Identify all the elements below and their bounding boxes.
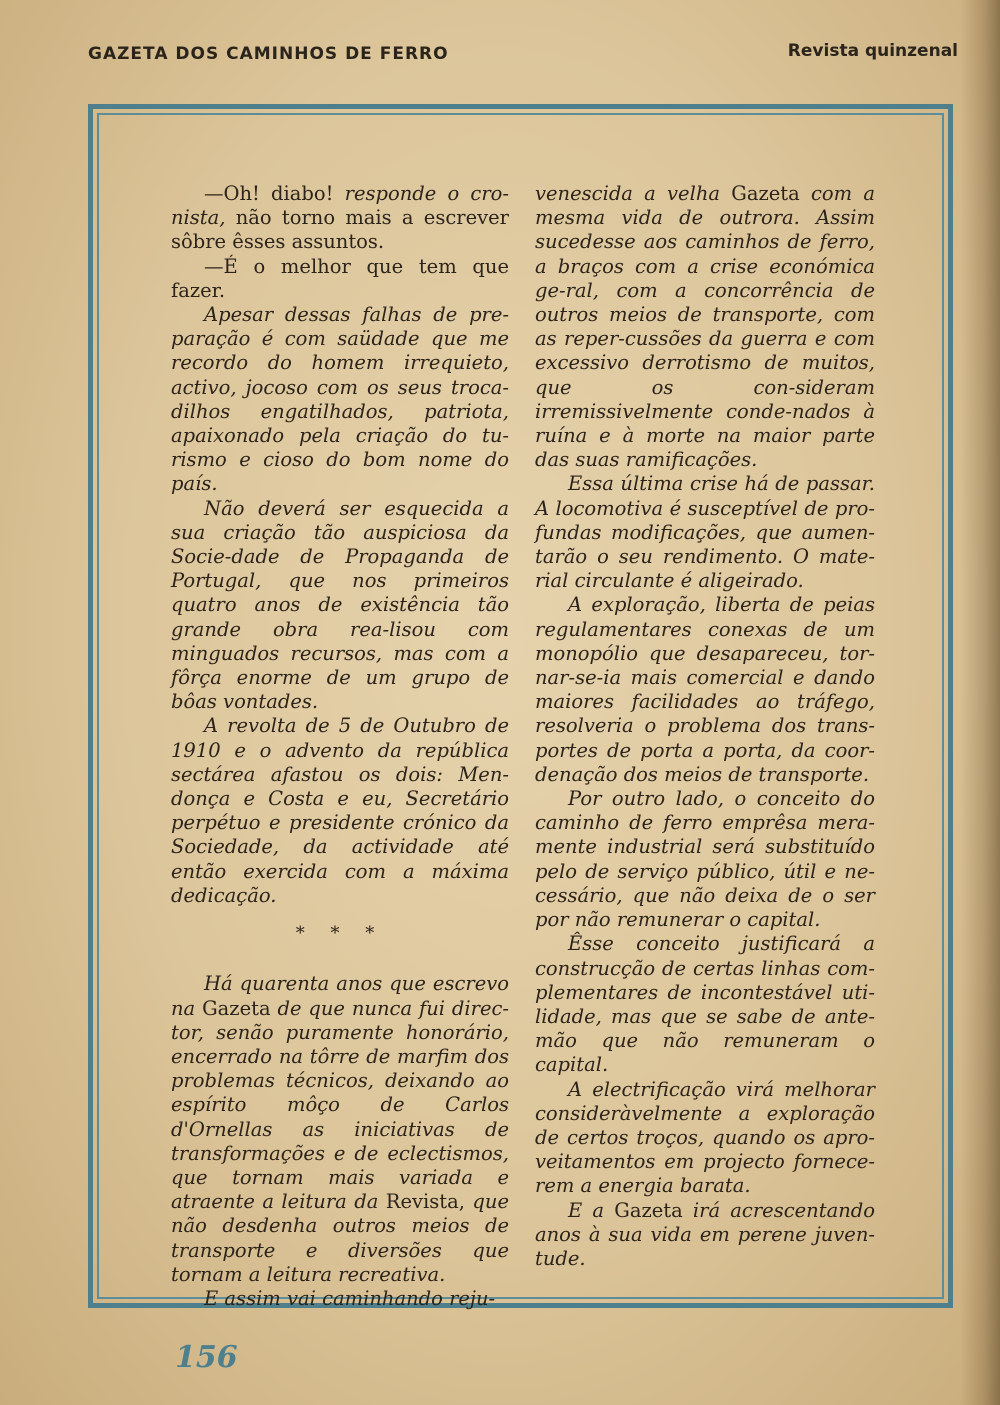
italic-text-run: Não deverá ser esquecida a sua criação tão auspiciosa da Socie-dade de Propaganda de Portugal, que nos primeiros quatro anos de existência tão grande obra rea-lisou com minguados recursos, mas com a fôrça enorme de um grupo de bôas vontades. (171, 496, 509, 714)
italic-text-run: responde o cro-nista, (171, 182, 509, 230)
italic-text-run: Por outro lado, o conceito do caminho de ferro emprêsa mera-mente industrial será substituído pelo de serviço público, útil e ne-cessário, que não deixa de o ser por não remunerar o capital. (535, 787, 875, 932)
page-number: 156 (175, 1340, 238, 1375)
section-separator: * * * (295, 923, 385, 945)
italic-text-run: venescida a velha (535, 182, 732, 205)
paragraph (171, 1287, 509, 1311)
italic-text-run: E assim vai caminhando reju- (204, 1286, 496, 1310)
paragraph (171, 714, 509, 908)
italic-text-run: que não desdenha outros meios de transporte e diversões que tornam a leitura recreativa. (171, 1190, 509, 1286)
italic-text-run: A revolta de 5 de Outubro de 1910 e o advento da república sectárea afastou os dois: Men-donça e Costa e eu, Secretário perpétuo e presidente crónico da Sociedade, da actividade até então exercida com a máxima dedicação. (171, 714, 509, 907)
italic-text-run: de que nunca fui direc-tor, senão puramente honorário, encerrado na tôrre de marfim dos problemas técnicos, deixando ao espírito môço de Carlos d'Ornellas as iniciativas de transformações e de eclectismos, que tornam mais variada e atraente a leitura da (171, 996, 509, 1214)
text-run: não torno mais a escrever sôbre êsses assuntos. (171, 206, 509, 254)
paragraph (171, 182, 509, 255)
paragraph (535, 1199, 875, 1272)
paragraph (171, 255, 509, 303)
text-run: —É o melhor que tem que fazer. (171, 254, 509, 302)
paragraph (171, 497, 509, 715)
italic-text-run: Há quarenta anos que escrevo na (171, 972, 509, 1020)
paragraph (171, 972, 509, 1287)
italic-text-run: Apesar dessas falhas de pre-paração é com saüdade que me recordo do homem irrequieto, activo, jocoso com os seus troca-dilhos engatilhados, patriota, apaixonado pela criação do tu-rismo e cioso do bom nome do país. (171, 303, 509, 496)
italic-text-run: E a (568, 1198, 615, 1222)
page-spine-shadow (960, 0, 1000, 1405)
text-run: Gazeta (614, 1198, 683, 1222)
text-run: Gazeta (202, 996, 271, 1020)
paragraph (535, 593, 875, 787)
italic-text-run: Êsse conceito justificará a construcção de certas linhas com-plementares de incontestável uti-lidade, mas que se sabe de ante-mão que não remuneram o capital. (535, 932, 875, 1077)
paragraph (535, 472, 875, 593)
journal-subtitle: Revista quinzenal (787, 41, 958, 61)
italic-text-run: Essa última crise há de passar. A locomotiva é susceptível de pro-fundas modificações, que aumen-tarão o seu rendimento. O mate-rial circulante é aligeirado. (535, 472, 875, 593)
paragraph (535, 1078, 875, 1199)
paragraph (535, 932, 875, 1077)
paragraph (535, 182, 875, 472)
italic-text-run: A electrificação virá melhorar consideràvelmente a exploração de certos troços, quando os apro-veitamentos em projecto fornece-rem a energia barata. (535, 1077, 875, 1198)
paragraph (535, 787, 875, 932)
journal-title: GAZETA DOS CAMINHOS DE FERRO (88, 44, 449, 64)
left-column (171, 182, 509, 1311)
italic-text-run: irá acrescentando anos à sua vida em perene juven-tude. (535, 1198, 875, 1270)
text-run: Revista, (385, 1190, 465, 1214)
right-column (535, 182, 875, 1271)
italic-text-run: A exploração, liberta de peias regulamentares conexas de um monopólio que desapareceu, tor-nar-se-ia mais comercial e dando maiores facilidades ao tráfego, resolveria o problema dos trans-portes de porta a porta, da coor-denação dos meios de transporte. (535, 593, 875, 786)
text-run: Gazeta (731, 182, 800, 205)
text-run: —Oh! diabo! (204, 182, 345, 205)
paragraph (171, 303, 509, 497)
italic-text-run: com a mesma vida de outrora. Assim sucedesse aos caminhos de ferro, a braços com a crise económica ge-ral, com a concorrência de outros meios de transporte, com as reper-cussões da guerra e com excessivo derrotismo de muitos, que os con-sideram irremissivelmente conde-nados à ruína e à morte na maior parte das suas ramificações. (535, 182, 875, 472)
